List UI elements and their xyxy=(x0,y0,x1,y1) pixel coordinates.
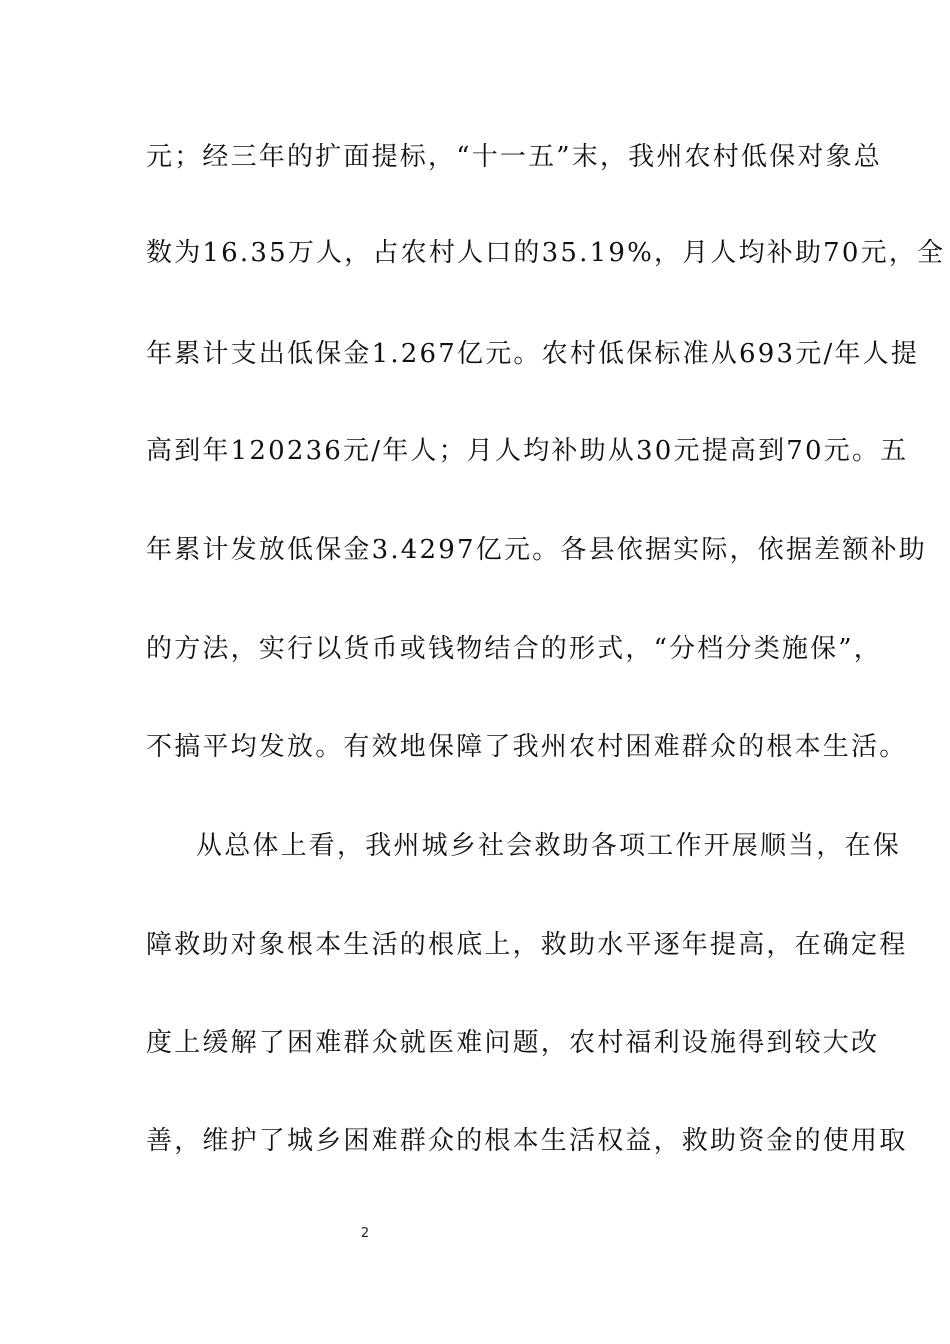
text-line: 不搞平均发放。有效地保障了我州农村困难群众的根本生活。 xyxy=(146,732,908,762)
text-line: 年累计发放低保金3.4297亿元。各县依据实际，依据差额补助 xyxy=(146,535,927,565)
text-line: 数为16.35万人，占农村人口的35.19%，月人均补助70元，全 xyxy=(146,238,946,268)
paragraph-first-line: 从总体上看，我州城乡社会救助各项工作开展顺当，在保 xyxy=(196,831,902,861)
page-number: 2 xyxy=(360,1226,370,1241)
text-line: 元；经三年的扩面提标，“十一五”末，我州农村低保对象总 xyxy=(146,142,882,172)
text-line: 的方法，实行以货币或钱物结合的形式，“分档分类施保”， xyxy=(146,634,882,664)
text-line: 度上缓解了困难群众就医难问题，农村福利设施得到较大改 xyxy=(146,1028,880,1058)
text-line: 高到年120236元/年人；月人均补助从30元提高到70元。五 xyxy=(146,436,909,466)
text-line: 障救助对象根本生活的根底上，救助水平逐年提高，在确定程 xyxy=(146,930,908,960)
text-line: 年累计支出低保金1.267亿元。农村低保标准从693元/年人提 xyxy=(146,339,920,369)
text-line: 善，维护了城乡困难群众的根本生活权益，救助资金的使用取 xyxy=(146,1126,908,1156)
